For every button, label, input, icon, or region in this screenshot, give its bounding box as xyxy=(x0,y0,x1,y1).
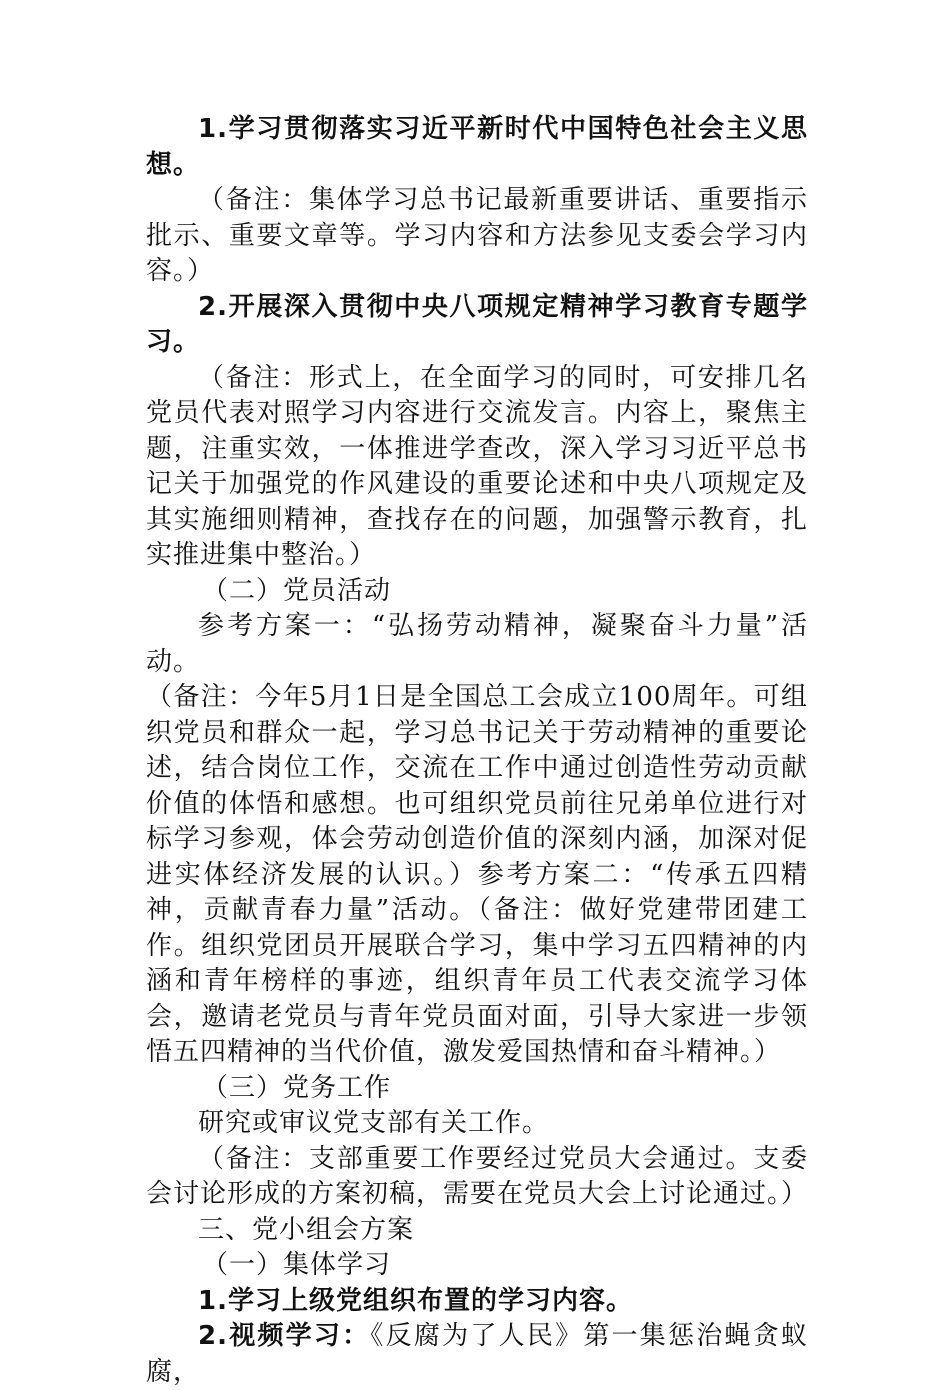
item2-title: 2.开展深入贯彻中央八项规定精神学习教育专题学习。 xyxy=(146,291,808,357)
party-work-note: （备注：支部重要工作要经过党员大会通过。支委会讨论形成的方案初稿，需要在党员大会上讨论通过。） xyxy=(146,1143,809,1209)
item1-note: （备注：集体学习总书记最新重要讲话、重要指示批示、重要文章等。学习内容和方法参见支委会学习内容。） xyxy=(146,185,808,286)
group-item2 xyxy=(146,1319,808,1390)
group-item2-text: 《反腐为了人民》第一集惩治蝇贪蚁腐， xyxy=(146,1321,808,1387)
group-item2-label: 2.视频学习： xyxy=(198,1321,371,1351)
section3-heading: （三）党务工作 xyxy=(202,1072,392,1103)
document-page xyxy=(146,112,808,1390)
party-work: 研究或审议党支部有关工作。 xyxy=(198,1108,550,1138)
part3-heading: 三、党小组会方案 xyxy=(198,1214,415,1245)
item1-title: 1.学习贯彻落实习近平新时代中国特色社会主义思想。 xyxy=(146,114,808,180)
section2-heading: （二）党员活动 xyxy=(202,575,392,606)
item2-note: （备注：形式上，在全面学习的同时，可安排几名党员代表对照学习内容进行交流发言。内容上，聚焦主题，注重实效，一体推进学查改，深入学习习近平总书记关于加强党的作风建设的重要论述和中央八项规定及其实施细则精神，查找存在的问题，加强警示教育，扎实推进集中整治。） xyxy=(146,362,808,570)
group-section1-heading: （一）集体学习 xyxy=(202,1250,392,1280)
group-item1: 1.学习上级党组织布置的学习内容。 xyxy=(198,1285,633,1316)
plan1: 参考方案一：“弘扬劳动精神，凝聚奋斗力量”活动。 xyxy=(146,611,808,677)
plan1-note-and-plan2: （备注：今年5月1日是全国总工会成立100周年。可组织党员和群众一起，学习总书记关于劳动精神的重要论述，结合岗位工作，交流在工作中通过创造性劳动贡献价值的体悟和感想。也可组织党员前往兄弟单位进行对标学习参观，体会劳动创造价值的深刻内涵，加深对促进实体经济发展的认识。）参考方案二：“传承五四精神，贡献青春力量”活动。（备注：做好党建带团建工作。组织党团员开展联合学习，集中学习五四精神的内涵和青年榜样的事迹，组织青年员工代表交流学习体会，邀请老党员与青年党员面对面，引导大家进一步领悟五四精神的当代价值，激发爱国热情和奋斗精神。） xyxy=(146,682,808,1067)
